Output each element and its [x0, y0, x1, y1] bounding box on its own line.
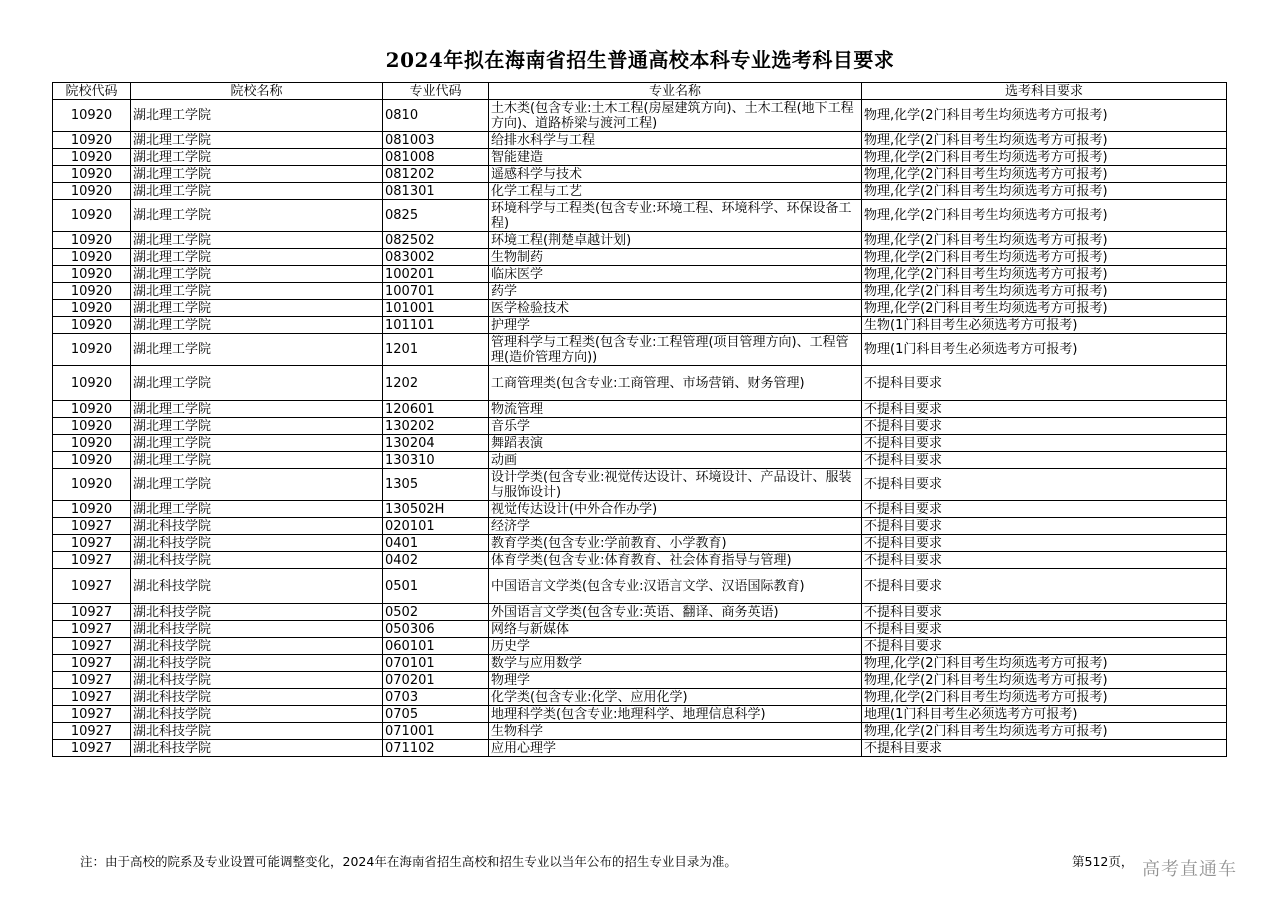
cell-school-name: 湖北理工学院: [131, 300, 383, 317]
table-row: [53, 283, 1227, 300]
cell-school-name: 湖北理工学院: [131, 283, 383, 300]
cell-subject-requirement: 物理,化学(2门科目考生均须选考方可报考): [862, 723, 1227, 740]
cell-major-code: 1202: [383, 366, 489, 401]
cell-major-code: 070101: [383, 655, 489, 672]
cell-major-code: 0402: [383, 552, 489, 569]
cell-school-name: 湖北科技学院: [131, 535, 383, 552]
cell-school-name: 湖北理工学院: [131, 183, 383, 200]
cell-school-code: 10920: [53, 366, 131, 401]
cell-school-name: 湖北理工学院: [131, 366, 383, 401]
table-row: [53, 317, 1227, 334]
cell-subject-requirement: 不提科目要求: [862, 401, 1227, 418]
cell-school-name: 湖北理工学院: [131, 469, 383, 501]
cell-major-name: 药学: [489, 283, 862, 300]
table-row: [53, 740, 1227, 757]
cell-major-code: 0401: [383, 535, 489, 552]
table-row: [53, 366, 1227, 401]
cell-major-name: 历史学: [489, 638, 862, 655]
cell-major-name: 生物制药: [489, 249, 862, 266]
cell-school-code: 10927: [53, 689, 131, 706]
cell-school-name: 湖北科技学院: [131, 655, 383, 672]
table-row: [53, 518, 1227, 535]
cell-subject-requirement: 物理,化学(2门科目考生均须选考方可报考): [862, 149, 1227, 166]
table-header-row: [53, 83, 1227, 100]
cell-subject-requirement: 物理,化学(2门科目考生均须选考方可报考): [862, 266, 1227, 283]
cell-major-name: 网络与新媒体: [489, 621, 862, 638]
cell-school-name: 湖北理工学院: [131, 401, 383, 418]
cell-school-code: 10920: [53, 501, 131, 518]
cell-school-name: 湖北科技学院: [131, 638, 383, 655]
table-row: [53, 149, 1227, 166]
cell-major-name: 动画: [489, 452, 862, 469]
cell-major-code: 071001: [383, 723, 489, 740]
cell-school-code: 10920: [53, 452, 131, 469]
cell-major-code: 0705: [383, 706, 489, 723]
cell-major-name: 外国语言文学类(包含专业:英语、翻译、商务英语): [489, 604, 862, 621]
cell-subject-requirement: 不提科目要求: [862, 501, 1227, 518]
cell-school-code: 10927: [53, 569, 131, 604]
table-row: [53, 672, 1227, 689]
cell-major-code: 1201: [383, 334, 489, 366]
cell-subject-requirement: 物理,化学(2门科目考生均须选考方可报考): [862, 166, 1227, 183]
cell-school-name: 湖北理工学院: [131, 200, 383, 232]
cell-major-name: 土木类(包含专业:土木工程(房屋建筑方向)、土木工程(地下工程方向)、道路桥梁与渡河工程): [489, 100, 862, 132]
table-row: [53, 435, 1227, 452]
cell-subject-requirement: 不提科目要求: [862, 469, 1227, 501]
requirements-table: [52, 82, 1227, 757]
cell-school-name: 湖北理工学院: [131, 317, 383, 334]
cell-school-name: 湖北理工学院: [131, 435, 383, 452]
cell-major-name: 环境科学与工程类(包含专业:环境工程、环境科学、环保设备工程): [489, 200, 862, 232]
table-row: [53, 401, 1227, 418]
cell-major-name: 经济学: [489, 518, 862, 535]
cell-subject-requirement: 不提科目要求: [862, 418, 1227, 435]
header-major-name: 专业名称: [489, 83, 862, 100]
cell-major-name: 教育学类(包含专业:学前教育、小学教育): [489, 535, 862, 552]
cell-school-name: 湖北科技学院: [131, 518, 383, 535]
table-row: [53, 266, 1227, 283]
cell-subject-requirement: 不提科目要求: [862, 638, 1227, 655]
cell-major-code: 120601: [383, 401, 489, 418]
cell-major-code: 100701: [383, 283, 489, 300]
cell-school-code: 10920: [53, 249, 131, 266]
cell-school-code: 10927: [53, 552, 131, 569]
cell-major-code: 0810: [383, 100, 489, 132]
table-row: [53, 469, 1227, 501]
cell-subject-requirement: 物理,化学(2门科目考生均须选考方可报考): [862, 183, 1227, 200]
cell-subject-requirement: 不提科目要求: [862, 452, 1227, 469]
cell-school-code: 10920: [53, 317, 131, 334]
cell-major-code: 071102: [383, 740, 489, 757]
cell-subject-requirement: 物理,化学(2门科目考生均须选考方可报考): [862, 672, 1227, 689]
cell-major-name: 遥感科学与技术: [489, 166, 862, 183]
cell-major-name: 舞蹈表演: [489, 435, 862, 452]
cell-school-name: 湖北科技学院: [131, 604, 383, 621]
cell-major-code: 070201: [383, 672, 489, 689]
cell-major-name: 医学检验技术: [489, 300, 862, 317]
cell-school-name: 湖北科技学院: [131, 621, 383, 638]
cell-subject-requirement: 物理,化学(2门科目考生均须选考方可报考): [862, 132, 1227, 149]
cell-major-code: 130202: [383, 418, 489, 435]
cell-school-name: 湖北理工学院: [131, 334, 383, 366]
cell-major-name: 中国语言文学类(包含专业:汉语言文学、汉语国际教育): [489, 569, 862, 604]
cell-major-code: 130310: [383, 452, 489, 469]
cell-school-code: 10927: [53, 723, 131, 740]
cell-major-code: 081003: [383, 132, 489, 149]
cell-major-name: 音乐学: [489, 418, 862, 435]
cell-subject-requirement: 物理,化学(2门科目考生均须选考方可报考): [862, 249, 1227, 266]
cell-major-code: 083002: [383, 249, 489, 266]
cell-subject-requirement: 不提科目要求: [862, 518, 1227, 535]
cell-school-code: 10927: [53, 740, 131, 757]
table-row: [53, 200, 1227, 232]
cell-school-name: 湖北科技学院: [131, 706, 383, 723]
cell-subject-requirement: 物理,化学(2门科目考生均须选考方可报考): [862, 689, 1227, 706]
watermark-logo: 高考直通车: [1142, 859, 1237, 880]
cell-major-code: 130204: [383, 435, 489, 452]
cell-school-name: 湖北理工学院: [131, 501, 383, 518]
cell-major-code: 081202: [383, 166, 489, 183]
cell-major-code: 050306: [383, 621, 489, 638]
cell-subject-requirement: 物理,化学(2门科目考生均须选考方可报考): [862, 300, 1227, 317]
header-major-code: 专业代码: [383, 83, 489, 100]
cell-school-code: 10920: [53, 132, 131, 149]
cell-subject-requirement: 物理,化学(2门科目考生均须选考方可报考): [862, 283, 1227, 300]
table-row: [53, 452, 1227, 469]
cell-subject-requirement: 不提科目要求: [862, 535, 1227, 552]
cell-school-code: 10920: [53, 300, 131, 317]
cell-subject-requirement: 不提科目要求: [862, 621, 1227, 638]
cell-school-code: 10927: [53, 604, 131, 621]
cell-subject-requirement: 生物(1门科目考生必须选考方可报考): [862, 317, 1227, 334]
cell-school-name: 湖北理工学院: [131, 249, 383, 266]
cell-major-name: 物理学: [489, 672, 862, 689]
table-row: [53, 334, 1227, 366]
cell-school-name: 湖北理工学院: [131, 149, 383, 166]
table-row: [53, 706, 1227, 723]
cell-major-name: 智能建造: [489, 149, 862, 166]
cell-major-code: 0825: [383, 200, 489, 232]
cell-major-name: 应用心理学: [489, 740, 862, 757]
cell-school-code: 10920: [53, 149, 131, 166]
cell-school-code: 10920: [53, 435, 131, 452]
cell-school-name: 湖北科技学院: [131, 672, 383, 689]
cell-school-code: 10927: [53, 621, 131, 638]
cell-school-name: 湖北理工学院: [131, 232, 383, 249]
cell-major-name: 数学与应用数学: [489, 655, 862, 672]
cell-school-code: 10927: [53, 672, 131, 689]
cell-subject-requirement: 不提科目要求: [862, 435, 1227, 452]
cell-subject-requirement: 物理,化学(2门科目考生均须选考方可报考): [862, 100, 1227, 132]
table-body: [53, 100, 1227, 757]
cell-major-name: 体育学类(包含专业:体育教育、社会体育指导与管理): [489, 552, 862, 569]
cell-school-name: 湖北理工学院: [131, 166, 383, 183]
cell-major-code: 0502: [383, 604, 489, 621]
cell-major-code: 081301: [383, 183, 489, 200]
cell-subject-requirement: 物理,化学(2门科目考生均须选考方可报考): [862, 200, 1227, 232]
cell-school-name: 湖北理工学院: [131, 100, 383, 132]
cell-school-name: 湖北理工学院: [131, 266, 383, 283]
cell-school-name: 湖北科技学院: [131, 740, 383, 757]
cell-major-code: 082502: [383, 232, 489, 249]
cell-major-name: 工商管理类(包含专业:工商管理、市场营销、财务管理): [489, 366, 862, 401]
table-row: [53, 621, 1227, 638]
cell-school-name: 湖北科技学院: [131, 569, 383, 604]
cell-school-name: 湖北科技学院: [131, 552, 383, 569]
table-row: [53, 689, 1227, 706]
cell-school-name: 湖北理工学院: [131, 418, 383, 435]
header-school-name: 院校名称: [131, 83, 383, 100]
cell-school-name: 湖北科技学院: [131, 689, 383, 706]
footnote: 注：由于高校的院系及专业设置可能调整变化，2024年在海南省招生高校和招生专业以当年公布的招生专业目录为准。: [80, 854, 737, 869]
cell-school-name: 湖北理工学院: [131, 452, 383, 469]
cell-major-code: 1305: [383, 469, 489, 501]
cell-school-name: 湖北理工学院: [131, 132, 383, 149]
cell-school-code: 10920: [53, 100, 131, 132]
cell-school-code: 10920: [53, 469, 131, 501]
cell-major-name: 地理科学类(包含专业:地理科学、地理信息科学): [489, 706, 862, 723]
cell-major-name: 管理科学与工程类(包含专业:工程管理(项目管理方向)、工程管理(造价管理方向)): [489, 334, 862, 366]
table-row: [53, 166, 1227, 183]
header-subject-requirement: 选考科目要求: [862, 83, 1227, 100]
table-row: [53, 249, 1227, 266]
table-row: [53, 501, 1227, 518]
cell-school-code: 10920: [53, 334, 131, 366]
cell-major-code: 020101: [383, 518, 489, 535]
cell-major-code: 060101: [383, 638, 489, 655]
table-row: [53, 132, 1227, 149]
cell-major-name: 护理学: [489, 317, 862, 334]
table-row: [53, 552, 1227, 569]
cell-school-code: 10927: [53, 638, 131, 655]
table-row: [53, 232, 1227, 249]
table-row: [53, 535, 1227, 552]
cell-subject-requirement: 物理,化学(2门科目考生均须选考方可报考): [862, 655, 1227, 672]
cell-school-code: 10920: [53, 200, 131, 232]
cell-subject-requirement: 不提科目要求: [862, 569, 1227, 604]
table-row: [53, 300, 1227, 317]
table-row: [53, 100, 1227, 132]
cell-major-code: 100201: [383, 266, 489, 283]
table-row: [53, 604, 1227, 621]
document-title: 2024年拟在海南省招生普通高校本科专业选考科目要求: [385, 48, 895, 72]
cell-major-name: 给排水科学与工程: [489, 132, 862, 149]
cell-major-code: 0501: [383, 569, 489, 604]
cell-major-code: 0703: [383, 689, 489, 706]
cell-school-code: 10920: [53, 183, 131, 200]
cell-major-name: 物流管理: [489, 401, 862, 418]
cell-major-name: 化学工程与工艺: [489, 183, 862, 200]
cell-school-code: 10920: [53, 418, 131, 435]
cell-major-name: 设计学类(包含专业:视觉传达设计、环境设计、产品设计、服装与服饰设计): [489, 469, 862, 501]
cell-school-code: 10920: [53, 401, 131, 418]
cell-major-name: 化学类(包含专业:化学、应用化学): [489, 689, 862, 706]
table-row: [53, 418, 1227, 435]
cell-major-name: 临床医学: [489, 266, 862, 283]
cell-subject-requirement: 不提科目要求: [862, 604, 1227, 621]
cell-subject-requirement: 不提科目要求: [862, 366, 1227, 401]
cell-subject-requirement: 物理,化学(2门科目考生均须选考方可报考): [862, 232, 1227, 249]
cell-school-code: 10920: [53, 266, 131, 283]
table-row: [53, 655, 1227, 672]
cell-major-name: 视觉传达设计(中外合作办学): [489, 501, 862, 518]
page-number: 第512页，: [1072, 854, 1134, 869]
cell-school-code: 10920: [53, 166, 131, 183]
cell-school-code: 10927: [53, 706, 131, 723]
cell-school-code: 10920: [53, 232, 131, 249]
cell-major-code: 081008: [383, 149, 489, 166]
cell-school-name: 湖北科技学院: [131, 723, 383, 740]
cell-major-code: 130502H: [383, 501, 489, 518]
cell-subject-requirement: 不提科目要求: [862, 552, 1227, 569]
table-row: [53, 569, 1227, 604]
table-row: [53, 723, 1227, 740]
header-school-code: 院校代码: [53, 83, 131, 100]
cell-major-code: 101101: [383, 317, 489, 334]
cell-school-code: 10927: [53, 535, 131, 552]
cell-major-name: 生物科学: [489, 723, 862, 740]
cell-subject-requirement: 不提科目要求: [862, 740, 1227, 757]
table-row: [53, 638, 1227, 655]
cell-subject-requirement: 物理(1门科目考生必须选考方可报考): [862, 334, 1227, 366]
cell-school-code: 10927: [53, 518, 131, 535]
cell-school-code: 10927: [53, 655, 131, 672]
cell-school-code: 10920: [53, 283, 131, 300]
cell-major-name: 环境工程(荆楚卓越计划): [489, 232, 862, 249]
cell-major-code: 101001: [383, 300, 489, 317]
cell-subject-requirement: 地理(1门科目考生必须选考方可报考): [862, 706, 1227, 723]
table-row: [53, 183, 1227, 200]
